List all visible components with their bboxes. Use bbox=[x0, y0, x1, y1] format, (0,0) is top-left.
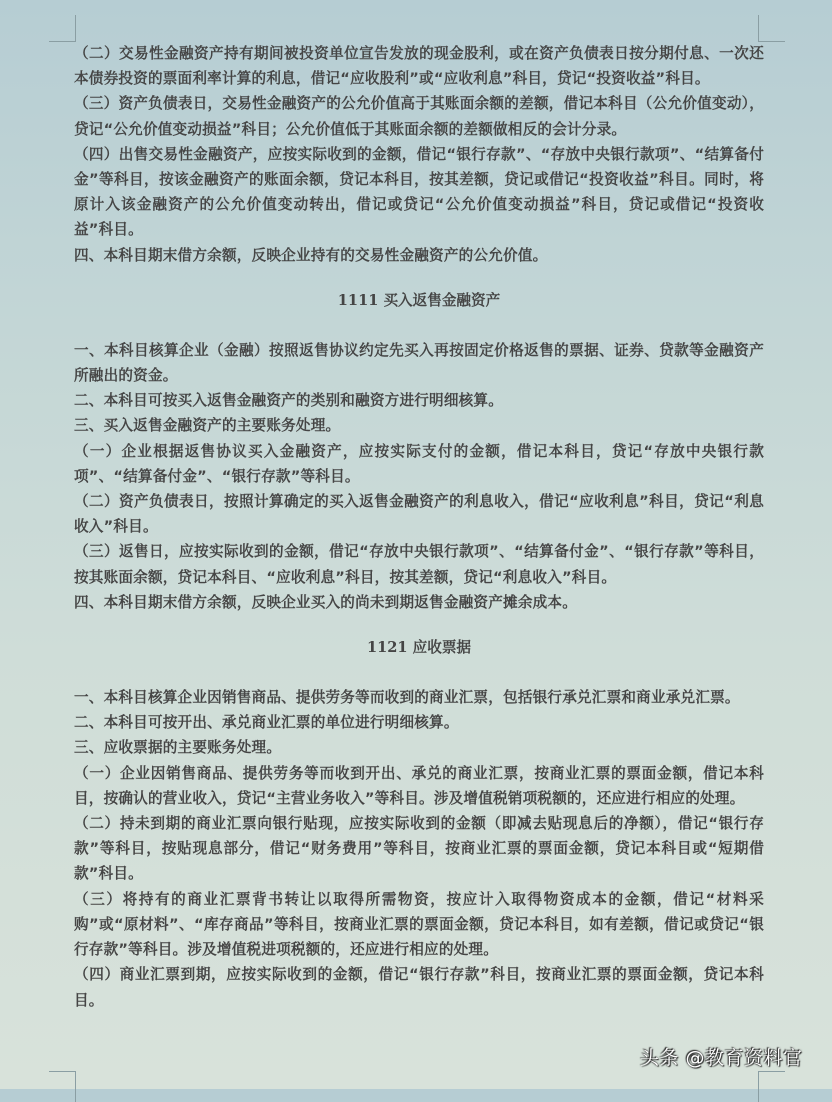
page-corner-mark-bottom-left bbox=[49, 1071, 76, 1102]
paragraph: （一）企业因销售商品、提供劳务等而收到开出、承兑的商业汇票，按商业汇票的票面金额，借记本科目，按确认的营业收入，贷记“主营业务收入”等科目。涉及增值税销项税额的，还应进行相应的处理。 bbox=[74, 764, 764, 807]
section-heading: 1111 买入返售金融资产 bbox=[337, 291, 501, 309]
paragraph: 一、本科目核算企业因销售商品、提供劳务等而收到的商业汇票，包括银行承兑汇票和商业承兑汇票。 bbox=[74, 689, 740, 707]
page-corner-mark-bottom-right bbox=[758, 1071, 785, 1102]
paragraph: （三）资产负债表日，交易性金融资产的公允价值高于其账面余额的差额，借记本科目（公允价值变动），贷记“公允价值变动损益”科目；公允价值低于其账面余额的差额做相反的会计分录。 bbox=[74, 95, 764, 138]
paragraph: （二）持未到期的商业汇票向银行贴现，应按实际收到的金额（即减去贴现息后的净额），借记“银行存款”等科目，按贴现息部分，借记“财务费用”等科目，按商业汇票的票面金额，贷记本科目或“短期借款”科目。 bbox=[74, 815, 764, 883]
section-1111 bbox=[74, 268, 764, 615]
document-page bbox=[74, 41, 764, 1013]
paragraph: （四）商业汇票到期，应按实际收到的金额，借记“银行存款”科目，按商业汇票的票面金额，贷记本科目。 bbox=[74, 966, 764, 1009]
page-corner-mark-top-right bbox=[758, 15, 785, 42]
paragraph: （四）出售交易性金融资产，应按实际收到的金额，借记“银行存款”、“存放中央银行款项”、“结算备付金”等科目，按该金融资产的账面余额，贷记本科目，按其差额，贷记或借记“投资收益”科目。同时，将原计入该金融资产的公允价值变动转出，借记或贷记“公允价值变动损益”科目，贷记或借记“投资收益”科目。 bbox=[74, 145, 764, 239]
paragraph: （二）交易性金融资产持有期间被投资单位宣告发放的现金股利，或在资产负债表日按分期付息、一次还本债券投资的票面利率计算的利息，借记“应收股利”或“应收利息”科目，贷记“投资收益”科目。 bbox=[74, 45, 764, 88]
paragraph: （三）将持有的商业汇票背书转让以取得所需物资，按应计入取得物资成本的金额，借记“材料采购”或“原材料”、“库存商品”等科目，按商业汇票的票面金额，贷记本科目，如有差额，借记或贷记“银行存款”等科目。涉及增值税进项税额的，还应进行相应的处理。 bbox=[74, 890, 764, 959]
page-corner-mark-top-left bbox=[49, 15, 76, 42]
paragraph: 一、本科目核算企业（金融）按照返售协议约定先买入再按固定价格返售的票据、证券、贷款等金融资产所融出的资金。 bbox=[74, 341, 764, 385]
paragraph: （一）企业根据返售协议买入金融资产，应按实际支付的金额，借记本科目，贷记“存放中央银行款项”、“结算备付金”、“银行存款”等科目。 bbox=[74, 442, 764, 485]
paragraph: 三、买入返售金融资产的主要账务处理。 bbox=[74, 417, 341, 435]
section-heading: 1121 应收票据 bbox=[366, 639, 472, 657]
paragraph: 三、应收票据的主要账务处理。 bbox=[74, 739, 282, 757]
paragraph: 二、本科目可按开出、承兑商业汇票的单位进行明细核算。 bbox=[74, 714, 459, 732]
paragraph: 二、本科目可按买入返售金融资产的类别和融资方进行明细核算。 bbox=[74, 392, 504, 410]
paragraph: （二）资产负债表日，按照计算确定的买入返售金融资产的利息收入，借记“应收利息”科目，贷记“利息收入”科目。 bbox=[74, 493, 764, 536]
intro-block bbox=[74, 41, 764, 268]
watermark-text: 头条 @教育资料官 bbox=[640, 1047, 803, 1069]
paragraph: 四、本科目期末借方余额，反映企业持有的交易性金融资产的公允价值。 bbox=[74, 246, 548, 264]
paragraph: （三）返售日，应按实际收到的金额，借记“存放中央银行款项”、“结算备付金”、“银行存款”等科目，按其账面余额，贷记本科目、“应收利息”科目，按其差额，贷记“利息收入”科目。 bbox=[74, 543, 764, 586]
section-1121 bbox=[74, 615, 764, 1013]
paragraph: 四、本科目期末借方余额，反映企业买入的尚未到期返售金融资产摊余成本。 bbox=[74, 593, 577, 611]
